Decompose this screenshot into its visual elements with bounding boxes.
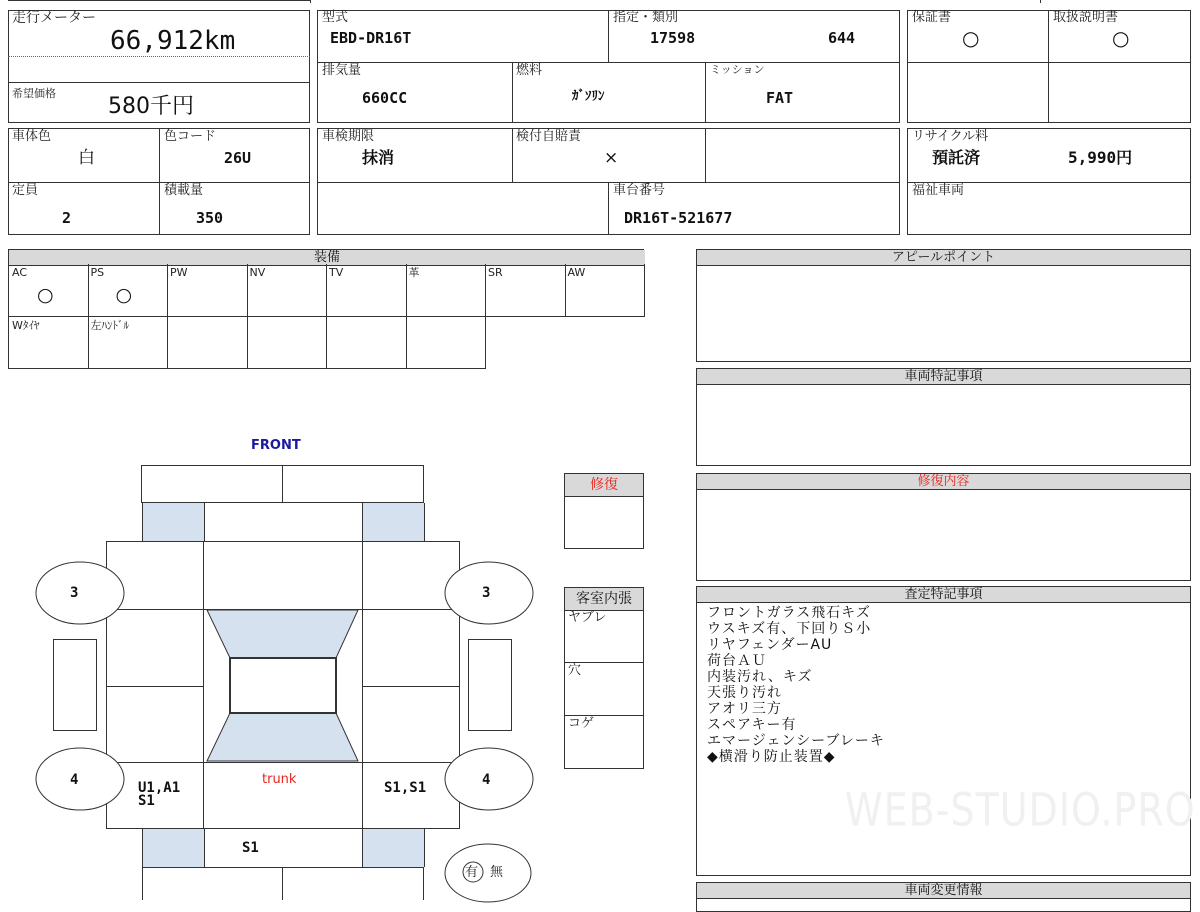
chassis-value: DR16T-521677 — [624, 209, 733, 227]
fuel-label: 燃料 — [516, 63, 543, 78]
load-value: 350 — [196, 209, 224, 227]
interior-title: 客室内張 — [565, 588, 643, 611]
tire-front-left-value: 3 — [70, 585, 79, 601]
model-label: 型式 — [322, 10, 349, 25]
change-info-title: 車両変更情報 — [697, 883, 1190, 899]
divider — [608, 182, 609, 235]
repair-detail-title: 修復内容 — [697, 474, 1190, 490]
manual-mark: ○ — [1112, 26, 1130, 50]
equipment-label: AW — [567, 266, 586, 279]
spare-tire — [443, 840, 533, 904]
left-side-panel — [53, 639, 97, 731]
displacement-value: 660CC — [362, 89, 408, 107]
assessment-list — [707, 605, 885, 765]
assessment-line: スペアキー有 — [707, 717, 797, 733]
load-label: 積載量 — [164, 183, 204, 198]
rear-left-mark-1: U1,A1 — [138, 780, 181, 796]
divider — [8, 56, 310, 58]
trunk-label: trunk — [262, 772, 297, 787]
top-stub — [310, 0, 311, 3]
rear-bumper-edge — [142, 867, 143, 900]
vehicle-notes-title: 車両特記事項 — [697, 369, 1190, 385]
assessment-line: エマージェンシーブレーキ — [707, 733, 885, 749]
interior-row-burn: コゲ — [568, 716, 595, 731]
right-side-panel — [468, 639, 512, 731]
color-code-label: 色コード — [164, 129, 217, 144]
equipment-cell — [8, 316, 89, 369]
rear-left-mark-2: S1 — [138, 793, 155, 809]
front-right-corner — [362, 503, 425, 541]
designation-value-1: 17598 — [650, 29, 696, 47]
equipment-cell — [167, 316, 248, 369]
front-label: FRONT — [251, 438, 301, 453]
body-color-value: 白 — [78, 148, 95, 168]
tire-rear-right-value: 4 — [482, 772, 491, 788]
rear-bumper-edge — [282, 867, 283, 900]
divider — [608, 10, 609, 62]
interior-row-hole: 穴 — [568, 663, 582, 678]
equipment-mark: ○ — [115, 284, 133, 306]
assessment-line: フロントガラス飛石キズ — [707, 605, 871, 621]
warranty-label: 保証書 — [912, 10, 952, 25]
tire-rear-left-value: 4 — [70, 772, 79, 788]
spare-yes: 有 — [465, 865, 479, 880]
inspection-label: 車検期限 — [322, 129, 375, 144]
divider — [282, 465, 283, 503]
divider — [512, 62, 513, 123]
transmission-label: ミッション — [710, 63, 765, 76]
rear-bumper-edge — [423, 867, 424, 900]
divider — [159, 128, 160, 235]
change-info-panel — [696, 882, 1191, 912]
chassis-label: 車台番号 — [613, 183, 666, 198]
divider — [362, 541, 363, 829]
repair-detail-panel — [696, 473, 1191, 581]
mileage-label: 走行メーター — [12, 10, 96, 26]
assessment-line: 内装汚れ、キズ — [707, 669, 813, 685]
spare-no: 無 — [490, 865, 504, 880]
mileage-value: 66,912km — [110, 26, 236, 56]
repair-box — [564, 473, 644, 549]
equipment-cell — [406, 316, 487, 369]
price-value: 580千円 — [108, 94, 194, 119]
equipment-cell — [167, 264, 248, 317]
repair-title: 修復 — [565, 474, 643, 497]
equipment-label: TV — [329, 266, 344, 279]
assessment-line: 天張り汚れ — [707, 685, 782, 701]
appeal-title: アピールポイント — [697, 250, 1190, 266]
displacement-label: 排気量 — [322, 63, 362, 78]
assessment-title: 査定特記事項 — [697, 587, 1190, 603]
assessment-line: ◆横滑り防止装置◆ — [707, 749, 836, 765]
rear-left-corner — [142, 829, 205, 867]
tire-rear-left — [34, 746, 126, 812]
divider — [317, 62, 900, 63]
equipment-cell — [485, 264, 566, 317]
assessment-line: 荷台ＡＵ — [707, 653, 767, 669]
equipment-cell — [326, 316, 407, 369]
recycle-label: リサイクル料 — [912, 129, 989, 144]
divider — [512, 128, 513, 182]
divider — [1048, 10, 1049, 123]
equipment-label: PS — [90, 266, 105, 279]
equipment-title: 装備 — [9, 250, 645, 266]
capacity-label: 定員 — [12, 183, 39, 198]
rear-right-corner — [362, 829, 425, 867]
designation-label: 指定・類別 — [613, 10, 679, 25]
divider — [907, 62, 1191, 63]
divider — [106, 686, 203, 687]
equipment-cell — [88, 264, 169, 317]
equipment-cell — [247, 264, 328, 317]
tire-front-right-value: 3 — [482, 585, 491, 601]
designation-value-2: 644 — [828, 29, 856, 47]
fuel-value: ｶﾞｿﾘﾝ — [572, 89, 605, 104]
equipment-cell — [247, 316, 328, 369]
model-value: EBD-DR16T — [330, 29, 412, 47]
transmission-value: FAT — [766, 89, 794, 107]
vehicle-notes-panel — [696, 368, 1191, 466]
equipment-cell — [565, 264, 646, 317]
documents-box — [907, 10, 1191, 123]
equipment-mark: ○ — [37, 284, 54, 306]
appeal-panel — [696, 249, 1191, 362]
equipment-cell — [406, 264, 487, 317]
tire-front-left — [34, 560, 126, 626]
insurance-value: × — [604, 148, 619, 168]
equipment-cell — [88, 316, 169, 369]
equipment-label: SR — [488, 266, 503, 279]
rear-bottom-mark: S1 — [242, 840, 259, 856]
divider — [705, 62, 706, 123]
warranty-mark: ○ — [962, 26, 980, 50]
top-stub — [1040, 0, 1041, 3]
divider — [362, 686, 460, 687]
welfare-label: 福祉車両 — [912, 183, 965, 198]
equipment-label: PW — [170, 266, 188, 279]
equipment-label: Wﾀｲﾔ — [12, 319, 40, 332]
inspection-value: 抹消 — [362, 148, 395, 167]
equipment-cell — [326, 264, 407, 317]
interior-row-tear: ヤブレ — [568, 610, 607, 625]
equipment-label: 左ﾊﾝﾄﾞﾙ — [90, 319, 129, 332]
capacity-value: 2 — [62, 209, 72, 227]
equipment-label: 革 — [408, 266, 420, 279]
recycle-amount: 5,990円 — [1068, 148, 1133, 167]
rear-right-mark: S1,S1 — [384, 780, 427, 796]
equipment-label: NV — [249, 266, 266, 279]
top-border — [8, 0, 310, 1]
insurance-label: 検付自賠責 — [516, 129, 582, 144]
price-label: 希望価格 — [12, 87, 56, 100]
assessment-line: アオリ三方 — [707, 701, 782, 717]
watermark: WEB-STUDIO.PRO — [845, 783, 1196, 837]
recycle-status: 預託済 — [932, 148, 981, 167]
equipment-cell — [8, 264, 89, 317]
body-color-label: 車体色 — [12, 129, 52, 144]
divider — [8, 82, 310, 83]
front-left-corner — [142, 503, 205, 541]
color-code-value: 26U — [224, 149, 252, 167]
assessment-line: ウスキズ有、下回りＳ小 — [707, 621, 872, 637]
divider — [705, 128, 706, 182]
cabin-glass — [203, 609, 362, 762]
manual-label: 取扱説明書 — [1053, 10, 1119, 25]
assessment-line: リヤフェンダーAU — [707, 637, 833, 653]
divider — [106, 762, 460, 763]
equipment-label: AC — [12, 266, 28, 279]
